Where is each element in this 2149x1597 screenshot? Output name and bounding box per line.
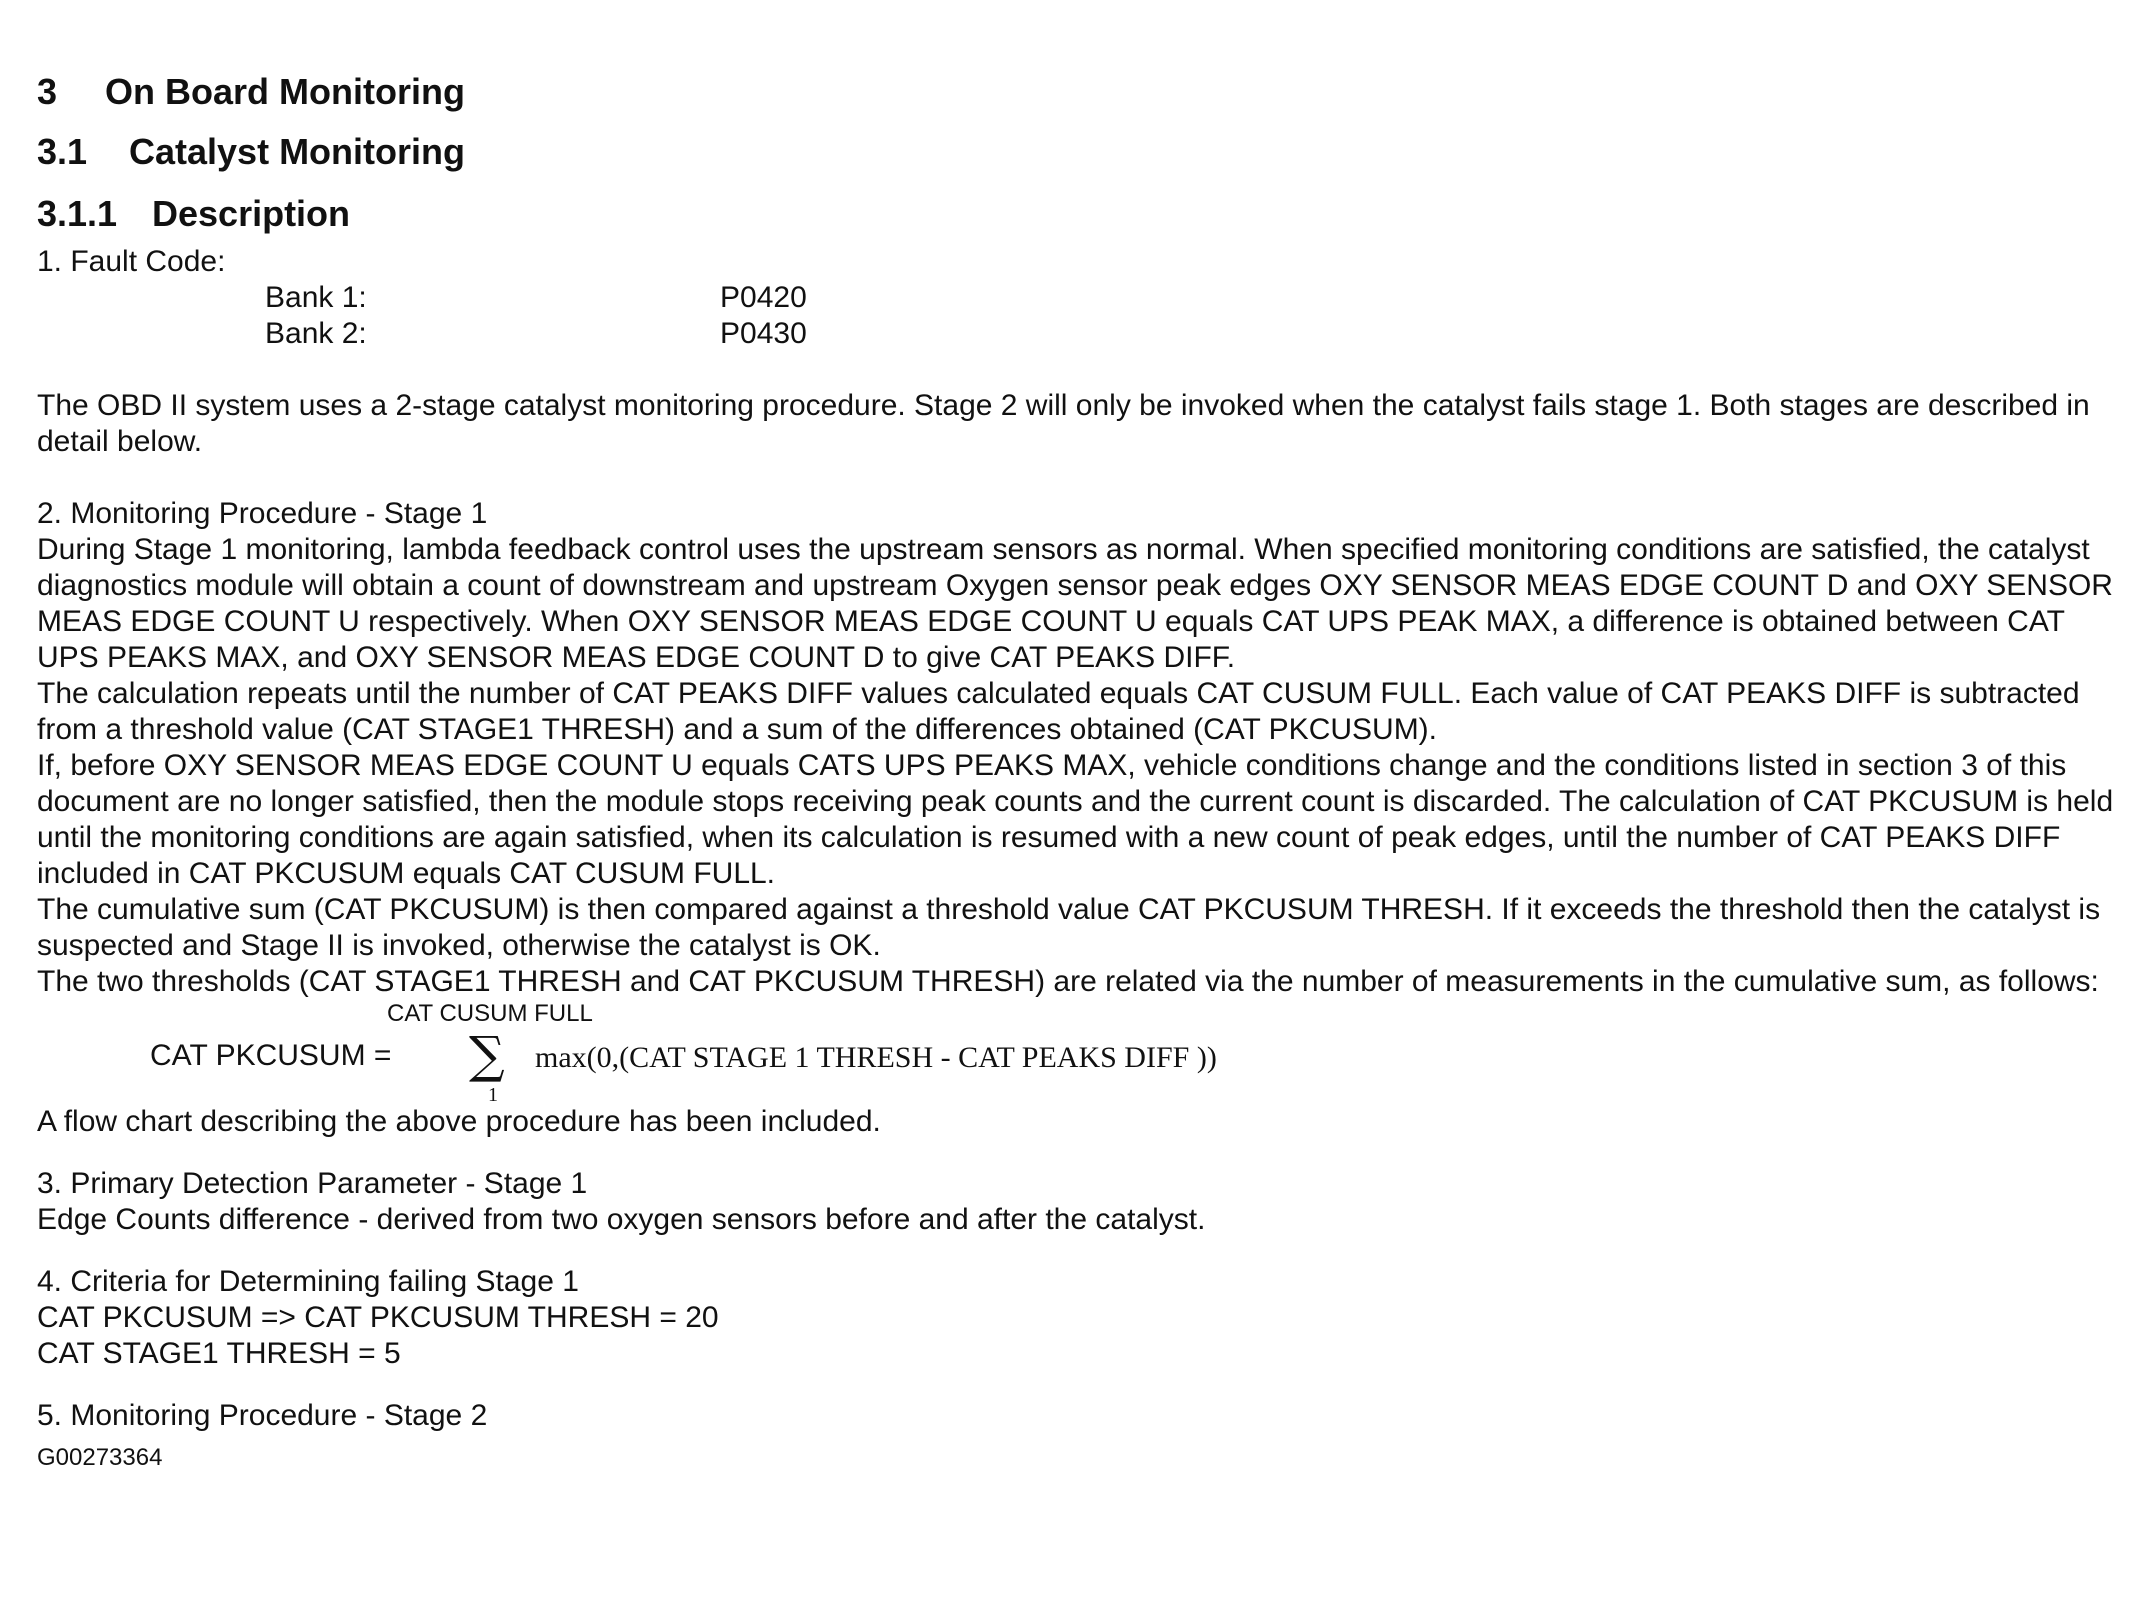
criteria-line-1: CAT PKCUSUM => CAT PKCUSUM THRESH = 20: [37, 1301, 719, 1334]
section-title: Catalyst Monitoring: [129, 131, 466, 172]
stage1-paragraph-5: The two thresholds (CAT STAGE1 THRESH and CAT PKCUSUM THRESH) are related via the number of measurements in the cumulative sum, as follows:: [37, 965, 2099, 998]
section-heading-3: [37, 72, 2127, 112]
fault-code-label: 1. Fault Code:: [37, 245, 226, 278]
section-heading-3-1-1: [37, 194, 2127, 234]
intro-paragraph: The OBD II system uses a 2-stage catalyst monitoring procedure. Stage 2 will only be invoked when the catalyst fails stage 1. Both stages are described in detail below.: [37, 389, 2090, 458]
formula-lhs: CAT PKCUSUM =: [150, 1039, 392, 1072]
fault-code-row: [265, 316, 2127, 352]
stage1-title: 2. Monitoring Procedure - Stage 1: [37, 497, 488, 530]
document-body: [37, 72, 2127, 1472]
sigma-symbol: ∑: [469, 1026, 505, 1084]
stage2-title: 5. Monitoring Procedure - Stage 2: [37, 1399, 488, 1432]
primary-detection-title: 3. Primary Detection Parameter - Stage 1: [37, 1167, 588, 1200]
section-number: 3: [37, 71, 58, 112]
fault-code-value: P0420: [720, 281, 807, 314]
stage1-paragraph-4: The cumulative sum (CAT PKCUSUM) is then compared against a threshold value CAT PKCUSUM THRESH. If it exceeds the threshold then the catalyst is suspected and Stage II is invoked, otherwise the catalyst is OK.: [37, 893, 2101, 962]
flowchart-note: A flow chart describing the above procedure has been included.: [37, 1105, 881, 1138]
fault-code-table: [265, 280, 2127, 352]
fault-code-row: [265, 280, 2127, 316]
primary-detection-text: Edge Counts difference - derived from two oxygen sensors before and after the catalyst.: [37, 1203, 1206, 1236]
stage1-paragraph-1: During Stage 1 monitoring, lambda feedback control uses the upstream sensors as normal. When specified monitoring conditions are satisfied, the catalyst diagnostics module will obtain a count of downstream and upstream Oxygen sensor peak edges OXY SENSOR MEAS EDGE COUNT D and OXY SENSOR MEAS EDGE COUNT U respectively. When OXY SENSOR MEAS EDGE COUNT U equals CAT UPS PEAK MAX, a difference is obtained between CAT UPS PEAKS MAX, and OXY SENSOR MEAS EDGE COUNT D to give CAT PEAKS DIFF.: [37, 533, 2113, 674]
bank-label: Bank 2:: [265, 317, 367, 350]
cusum-formula: [37, 1000, 2127, 1104]
formula-upper-limit: CAT CUSUM FULL: [387, 1000, 593, 1027]
formula-rhs: max(0,(CAT STAGE 1 THRESH - CAT PEAKS DIFF )): [535, 1041, 1217, 1074]
criteria-title: 4. Criteria for Determining failing Stage 1: [37, 1265, 579, 1298]
section-number: 3.1: [37, 131, 88, 172]
stage1-paragraph-2: The calculation repeats until the number of CAT PEAKS DIFF values calculated equals CAT CUSUM FULL. Each value of CAT PEAKS DIFF is subtracted from a threshold value (CAT STAGE1 THRESH) and a sum of the differences obtained (CAT PKCUSUM).: [37, 677, 2080, 746]
stage1-paragraph-3: If, before OXY SENSOR MEAS EDGE COUNT U equals CATS UPS PEAKS MAX, vehicle conditions change and the conditions listed in section 3 of this document are no longer satisfied, then the module stops receiving peak counts and the current count is discarded. The calculation of CAT PKCUSUM is held until the monitoring conditions are again satisfied, when its calculation is resumed with a new count of peak edges, until the number of CAT PEAKS DIFF included in CAT PKCUSUM equals CAT CUSUM FULL.: [37, 749, 2114, 890]
document-id: G00273364: [37, 1444, 163, 1471]
section-number: 3.1.1: [37, 193, 118, 234]
section-title: On Board Monitoring: [105, 71, 465, 112]
section-title: Description: [152, 193, 351, 234]
section-heading-3-1: [37, 132, 2127, 172]
criteria-line-2: CAT STAGE1 THRESH = 5: [37, 1337, 401, 1370]
bank-label: Bank 1:: [265, 281, 367, 314]
fault-code-value: P0430: [720, 317, 807, 350]
formula-lower-limit: 1: [488, 1084, 498, 1106]
